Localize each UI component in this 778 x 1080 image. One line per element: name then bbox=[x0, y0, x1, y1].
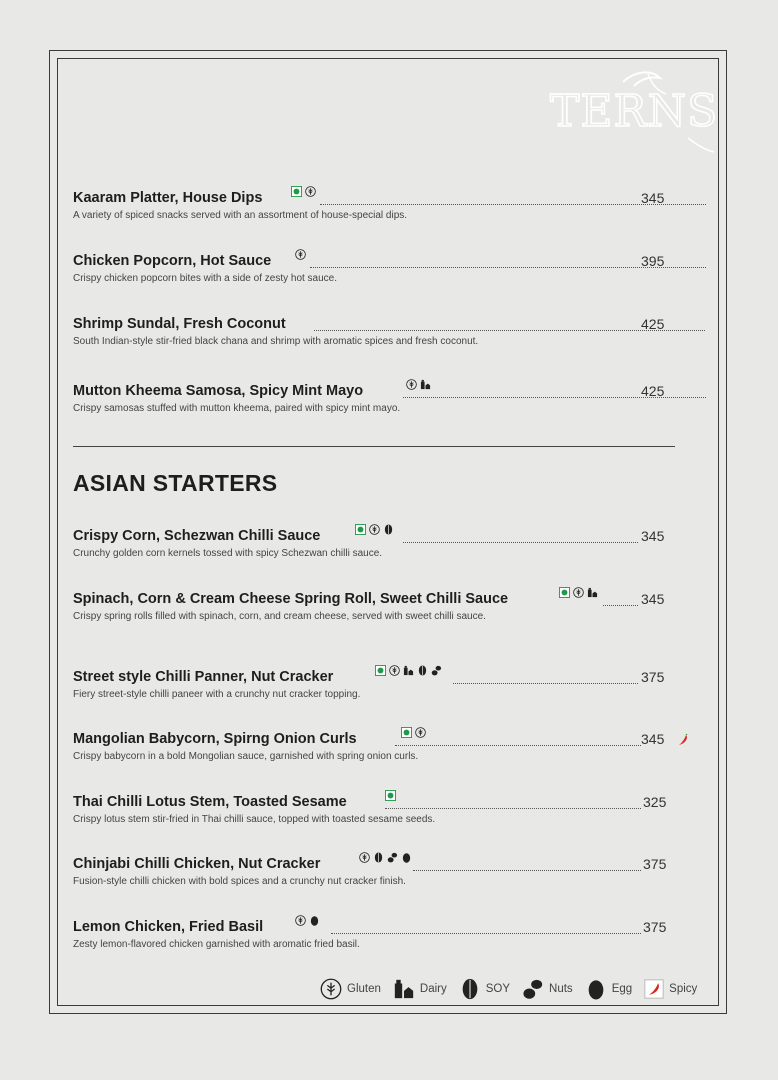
item-name: Chicken Popcorn, Hot Sauce bbox=[73, 253, 272, 269]
item-price: 345 bbox=[641, 591, 665, 607]
soy-icon bbox=[383, 524, 394, 535]
item-name: Shrimp Sundal, Fresh Coconut bbox=[73, 316, 286, 332]
veg-icon bbox=[355, 524, 366, 535]
allergen-icons bbox=[559, 587, 598, 598]
item-name: Crispy Corn, Schezwan Chilli Sauce bbox=[73, 528, 321, 544]
allergen-icons bbox=[375, 665, 442, 676]
dot-leader bbox=[331, 933, 641, 934]
menu-item bbox=[73, 528, 693, 559]
item-description: Crispy spring rolls filled with spinach, corn, and cream cheese, served with sweet chilli sauce. bbox=[73, 611, 486, 622]
dot-leader bbox=[603, 605, 638, 606]
legend-spicy bbox=[644, 979, 697, 999]
legend-soy-label: SOY bbox=[485, 983, 511, 995]
egg-icon bbox=[401, 852, 412, 863]
veg-icon bbox=[375, 665, 386, 676]
item-price: 325 bbox=[643, 794, 667, 810]
gluten-icon bbox=[389, 665, 400, 676]
allergen-icons bbox=[295, 249, 306, 260]
legend-gluten bbox=[320, 978, 381, 1000]
menu-item bbox=[73, 591, 693, 622]
menu-item bbox=[73, 669, 693, 700]
legend-spicy-label: Spicy bbox=[669, 983, 698, 995]
item-description: Crunchy golden corn kernels tossed with spicy Schezwan chilli sauce. bbox=[73, 548, 383, 559]
dairy-icon bbox=[403, 665, 414, 676]
allergen-icons bbox=[385, 790, 396, 801]
egg-icon bbox=[585, 978, 607, 1000]
veg-icon bbox=[291, 186, 302, 197]
menu-item bbox=[73, 190, 693, 221]
legend-gluten-label: Gluten bbox=[347, 983, 381, 995]
gluten-icon bbox=[305, 186, 316, 197]
dot-leader bbox=[395, 745, 641, 746]
soy-icon bbox=[373, 852, 384, 863]
soy-icon bbox=[417, 665, 428, 676]
dot-leader bbox=[403, 542, 638, 543]
allergen-icons bbox=[359, 852, 412, 863]
item-description: Zesty lemon-flavored chicken garnished with aromatic fried basil. bbox=[73, 939, 360, 950]
item-description: Crispy lotus stem stir-fried in Thai chilli sauce, topped with toasted sesame seeds. bbox=[73, 814, 436, 825]
gluten-icon bbox=[406, 379, 417, 390]
legend-soy bbox=[459, 978, 510, 1000]
dot-leader bbox=[453, 683, 638, 684]
veg-icon bbox=[385, 790, 396, 801]
section-title: ASIAN STARTERS bbox=[73, 470, 278, 496]
terns-logo bbox=[548, 68, 718, 158]
legend-dairy bbox=[393, 978, 447, 1000]
item-description: Fiery street-style chilli paneer with a crunchy nut cracker topping. bbox=[73, 689, 361, 700]
item-description: Crispy chicken popcorn bites with a side of zesty hot sauce. bbox=[73, 273, 338, 284]
dairy-icon bbox=[393, 978, 415, 1000]
item-description: Fusion-style chilli chicken with bold spices and a crunchy nut cracker finish. bbox=[73, 876, 406, 887]
veg-icon bbox=[401, 727, 412, 738]
veg-icon bbox=[559, 587, 570, 598]
allergen-icons bbox=[355, 524, 394, 535]
item-description: Crispy babycorn in a bold Mongolian sauce, garnished with spring onion curls. bbox=[73, 751, 419, 762]
chilli-icon bbox=[678, 734, 688, 746]
item-name: Mangolian Babycorn, Spirng Onion Curls bbox=[73, 731, 357, 747]
nuts-icon bbox=[431, 665, 442, 676]
item-price: 375 bbox=[643, 919, 667, 935]
item-name: Lemon Chicken, Fried Basil bbox=[73, 919, 264, 935]
legend-egg-label: Egg bbox=[611, 983, 633, 995]
item-name: Spinach, Corn & Cream Cheese Spring Roll, Sweet Chilli Sauce bbox=[73, 591, 509, 607]
menu-item bbox=[73, 316, 693, 347]
svg-text:TERNS: TERNS bbox=[550, 86, 718, 137]
gluten-icon bbox=[359, 852, 370, 863]
allergen-icons bbox=[406, 379, 431, 390]
item-name: Chinjabi Chilli Chicken, Nut Cracker bbox=[73, 856, 321, 872]
dot-leader bbox=[413, 870, 641, 871]
nuts-icon bbox=[387, 852, 398, 863]
item-description: A variety of spiced snacks served with an assortment of house-special dips. bbox=[73, 210, 408, 221]
item-price: 375 bbox=[641, 669, 665, 685]
gluten-icon bbox=[295, 249, 306, 260]
dairy-icon bbox=[587, 587, 598, 598]
dairy-icon bbox=[420, 379, 431, 390]
gluten-icon bbox=[369, 524, 380, 535]
soy-icon bbox=[459, 978, 481, 1000]
item-name: Street style Chilli Panner, Nut Cracker bbox=[73, 669, 334, 685]
legend-nuts-label: Nuts bbox=[549, 983, 573, 995]
gluten-icon bbox=[320, 978, 342, 1000]
menu-item bbox=[73, 253, 693, 284]
nuts-icon bbox=[522, 978, 544, 1000]
section-divider bbox=[73, 446, 675, 447]
gluten-icon bbox=[573, 587, 584, 598]
chilli-icon bbox=[644, 979, 664, 999]
legend-nuts bbox=[522, 978, 573, 1000]
allergen-icons bbox=[401, 727, 426, 738]
gluten-icon bbox=[295, 915, 306, 926]
dot-leader bbox=[385, 808, 641, 809]
egg-icon bbox=[309, 915, 320, 926]
gluten-icon bbox=[415, 727, 426, 738]
allergen-icons bbox=[291, 186, 316, 197]
legend-dairy-label: Dairy bbox=[419, 983, 447, 995]
menu-item bbox=[73, 731, 693, 762]
item-price: 395 bbox=[641, 253, 665, 269]
item-price: 425 bbox=[641, 316, 665, 332]
item-price: 375 bbox=[643, 856, 667, 872]
menu-item bbox=[73, 919, 693, 950]
item-price: 345 bbox=[641, 190, 665, 206]
item-description: South Indian-style stir-fried black chana and shrimp with aromatic spices and fresh coconut. bbox=[73, 336, 479, 347]
legend-egg bbox=[585, 978, 632, 1000]
allergen-legend bbox=[320, 978, 709, 1000]
item-name: Thai Chilli Lotus Stem, Toasted Sesame bbox=[73, 794, 347, 810]
item-price: 345 bbox=[641, 731, 665, 747]
menu-item bbox=[73, 856, 693, 887]
menu-item bbox=[73, 794, 693, 825]
item-description: Crispy samosas stuffed with mutton kheema, paired with spicy mint mayo. bbox=[73, 403, 401, 414]
allergen-icons bbox=[295, 915, 320, 926]
item-price: 345 bbox=[641, 528, 665, 544]
item-price: 425 bbox=[641, 383, 665, 399]
item-name: Mutton Kheema Samosa, Spicy Mint Mayo bbox=[73, 383, 364, 399]
menu-item bbox=[73, 383, 693, 414]
item-name: Kaaram Platter, House Dips bbox=[73, 190, 263, 206]
